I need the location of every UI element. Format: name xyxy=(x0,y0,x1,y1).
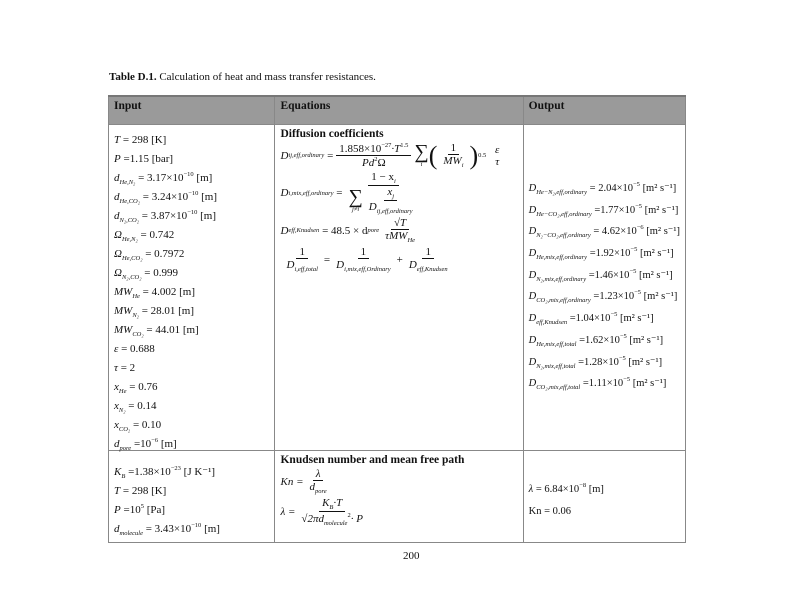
subscript: N₂ xyxy=(132,312,139,319)
exponent: −5 xyxy=(633,181,640,188)
equation-term: τ xyxy=(495,155,500,168)
equation-term: D xyxy=(280,224,289,237)
symbol: d xyxy=(114,210,120,222)
equation-term: i,mix,eff,Ordinary xyxy=(344,266,391,273)
subscript: CO₂,mix,eff,ordinary xyxy=(536,297,591,305)
value-line xyxy=(114,516,269,535)
exponent: −8 xyxy=(579,482,587,489)
unit: [Pa] xyxy=(143,504,166,516)
symbol: D xyxy=(528,248,537,260)
symbol: D xyxy=(528,269,537,281)
unit: [m] xyxy=(197,210,216,222)
equation-term: i,eff,total xyxy=(294,266,318,273)
subscript: N₂−CO₂,eff,ordinary xyxy=(536,232,591,240)
exponent: −5 xyxy=(623,376,631,384)
equation-term: eff,Knudsen xyxy=(416,266,448,273)
subscript: He,N₂ xyxy=(121,236,138,243)
equation-term: 1 xyxy=(448,142,460,155)
value-line xyxy=(114,203,269,222)
unit: [m] xyxy=(193,172,213,184)
exponent: −6 xyxy=(151,437,159,444)
subscript: eff,Knudsen xyxy=(536,319,568,327)
value-line xyxy=(114,374,269,393)
value-line xyxy=(114,497,269,516)
subscript: molecule xyxy=(119,530,143,537)
value-line xyxy=(529,261,680,283)
equation-term: √T xyxy=(391,217,409,230)
equation-term: Pd xyxy=(362,157,375,169)
subscript: He,mix,eff,ordinary xyxy=(536,254,588,262)
table-row-diffusion xyxy=(109,125,686,451)
symbol: MW xyxy=(114,324,133,336)
equation-term: 1 xyxy=(296,246,308,259)
equation-term: + xyxy=(396,253,403,266)
value: =1.92×10 xyxy=(589,248,631,260)
symbol: MW xyxy=(114,286,133,298)
equation-term: molecule xyxy=(323,520,348,527)
equation-term: 1.858×10 xyxy=(339,143,382,155)
output-cell xyxy=(523,125,685,451)
value-line xyxy=(529,217,680,239)
exponent: −10 xyxy=(183,171,194,178)
subscript: N₂,mix,eff,total xyxy=(536,362,576,370)
section-title: Knudsen number and mean free path xyxy=(280,454,465,466)
equation-dij: D ij,eff,ordinary = $\frac{1.858\times 10^{-27}\cdot T^{1.5}}{Pd^2\Omega}$ ∑ i ( $\frac{1}{MW_i}$ ) 0.5 ε τ xyxy=(280,142,517,169)
symbol: Ω xyxy=(114,267,122,279)
equation-term: 1.5 xyxy=(400,142,409,149)
header-input: Input xyxy=(109,96,275,125)
value-line xyxy=(114,355,269,374)
symbol: D xyxy=(528,291,537,303)
value: =1.04×10 xyxy=(569,313,611,325)
equation-term: ∑ xyxy=(414,141,429,163)
value: = 298 [K] xyxy=(122,134,167,146)
equation-term: ·T xyxy=(391,143,401,155)
value: = 3.24×10 xyxy=(142,191,189,203)
value-line xyxy=(114,260,269,279)
value: =1.28×10 xyxy=(578,356,619,368)
equations-cell xyxy=(275,451,523,543)
section-title: Diffusion coefficients xyxy=(280,128,384,140)
symbol: d xyxy=(114,438,120,450)
subscript: He,mix,eff,total xyxy=(536,340,577,348)
symbol: D xyxy=(528,334,537,346)
value-line xyxy=(114,317,269,336)
equation-term: ·T xyxy=(333,497,343,509)
exponent: −5 xyxy=(630,246,638,254)
value: = 0.10 xyxy=(132,419,162,431)
equation-term: ∑ xyxy=(348,186,363,208)
equation-term: 0.5 xyxy=(478,152,487,159)
equation-term: j≠i xyxy=(352,206,360,213)
equation-term: K xyxy=(322,497,330,509)
equation-term: pore xyxy=(315,488,327,495)
symbol: d xyxy=(114,523,120,535)
equation-term: D xyxy=(408,259,417,271)
header-row xyxy=(109,96,686,125)
equation-term: · P xyxy=(350,513,363,525)
symbol: MW xyxy=(114,305,133,317)
page-number: 200 xyxy=(403,550,420,562)
value-line xyxy=(114,336,269,355)
value-line xyxy=(114,146,269,165)
equation-term: i xyxy=(393,178,396,185)
caption-text: Calculation of heat and mass transfer resistances. xyxy=(156,71,376,83)
symbol: λ xyxy=(528,484,534,495)
value: =1.46×10 xyxy=(588,269,630,281)
value-line xyxy=(114,241,269,260)
resistance-table xyxy=(108,95,686,543)
value-line xyxy=(114,459,269,478)
value: = 6.84×10 xyxy=(535,484,580,495)
header-equations: Equations xyxy=(275,96,523,125)
symbol: D xyxy=(528,356,537,368)
value: =10 xyxy=(133,438,152,450)
exponent: −5 xyxy=(629,267,637,275)
unit: [m² s⁻¹] xyxy=(637,248,674,260)
subscript: He,N₂ xyxy=(119,179,136,186)
symbol: Ω xyxy=(114,229,122,241)
subscript: pore xyxy=(119,445,132,452)
symbol: D xyxy=(528,378,537,390)
value: = 0.7972 xyxy=(145,248,185,260)
value-line xyxy=(529,239,680,261)
value: =10 xyxy=(123,504,141,516)
equation-term: D xyxy=(336,259,345,271)
exponent: −6 xyxy=(636,224,644,232)
value: = 28.01 [m] xyxy=(141,305,195,317)
symbol: P xyxy=(114,153,121,165)
symbol: D xyxy=(528,226,537,238)
value: = 298 [K] xyxy=(122,485,167,497)
value: =1.62×10 xyxy=(579,334,620,346)
value: =1.38×10 xyxy=(128,466,171,478)
exponent: −5 xyxy=(619,332,627,340)
equation-lambda xyxy=(280,497,517,527)
value-line xyxy=(114,298,269,317)
value: = 3.43×10 xyxy=(145,523,192,535)
equation-term: MW xyxy=(443,155,462,167)
equation-term: √2πd xyxy=(301,513,324,525)
unit: [m] xyxy=(586,484,604,495)
value: = 0.76 xyxy=(129,381,158,393)
subscript: N₂,CO₂ xyxy=(121,274,142,281)
input-cell xyxy=(109,451,275,543)
equation-term: 2 xyxy=(347,512,351,519)
unit: [m² s⁻¹] xyxy=(639,183,677,194)
equation-dknudsen xyxy=(280,217,517,244)
symbol: τ xyxy=(114,362,118,374)
unit: [m² s⁻¹] xyxy=(617,313,654,325)
unit: [m² s⁻¹] xyxy=(636,269,673,281)
table-row-knudsen xyxy=(109,451,686,543)
symbol: d xyxy=(114,172,120,184)
equation-term: ε xyxy=(495,143,500,156)
exponent: −5 xyxy=(634,289,642,297)
value: = 2.04×10 xyxy=(589,183,634,194)
subscript: He xyxy=(132,293,140,300)
equation-term: B xyxy=(329,504,334,511)
equation-term: 1 xyxy=(422,246,434,259)
symbol: D xyxy=(528,313,537,325)
equation-term: 1 xyxy=(358,246,370,259)
value-line xyxy=(114,279,269,298)
value-line xyxy=(529,369,680,391)
equation-term: d xyxy=(309,481,315,493)
value: =1.15 [bar] xyxy=(123,153,174,165)
exponent: −23 xyxy=(170,465,181,472)
unit: [m² s⁻¹] xyxy=(626,334,664,346)
value-line xyxy=(114,222,269,241)
value-line xyxy=(114,478,269,497)
unit: [m² s⁻¹] xyxy=(630,378,667,390)
caption-label: Table D.1. xyxy=(109,71,157,83)
symbol: x xyxy=(114,400,119,412)
value-line xyxy=(529,475,680,497)
value: = 3.17×10 xyxy=(138,172,184,184)
output-cell xyxy=(523,451,685,543)
unit: [m² s⁻¹] xyxy=(643,226,680,238)
equation-term: x xyxy=(387,186,393,198)
unit: [m² s⁻¹] xyxy=(642,204,679,216)
symbol: T xyxy=(114,485,121,497)
symbol: Ω xyxy=(114,248,122,260)
value: = 0.688 xyxy=(121,343,155,355)
equation-term: 1 − x xyxy=(371,171,394,183)
table-caption xyxy=(109,71,376,83)
unit: [m² s⁻¹] xyxy=(625,356,663,368)
equation-term: = 48.5 × d xyxy=(322,224,368,237)
subscript: CO₂ xyxy=(118,426,131,433)
subscript: He xyxy=(118,388,127,395)
subscript: N₂ xyxy=(118,407,126,414)
unit: [m] xyxy=(198,191,217,203)
exponent: −10 xyxy=(191,522,202,529)
value: = 2 xyxy=(120,362,136,374)
symbol: x xyxy=(114,419,119,431)
value-line xyxy=(114,393,269,412)
equation-term: ij,eff,ordinary xyxy=(376,208,413,215)
equation-term: He xyxy=(407,237,416,244)
equation-term: 2 xyxy=(374,156,378,163)
equation-term: ij,eff,ordinary xyxy=(288,152,325,159)
header-output: Output xyxy=(523,96,685,125)
equation-term: i xyxy=(420,161,423,168)
equation-term: D xyxy=(280,187,289,199)
equation-term: D xyxy=(286,259,295,271)
equation-term: D xyxy=(368,201,377,213)
equation-kn xyxy=(280,468,517,495)
equation-term: λ = xyxy=(280,506,296,518)
value: = 4.002 [m] xyxy=(142,286,196,298)
symbol: D xyxy=(528,204,537,216)
symbol: P xyxy=(114,504,121,516)
value: =1.11×10 xyxy=(582,378,624,390)
symbol: x xyxy=(114,381,119,393)
exponent: −5 xyxy=(610,311,618,319)
value: =1.77×10 xyxy=(594,204,636,216)
value-line xyxy=(529,348,680,370)
value: Kn = 0.06 xyxy=(528,505,572,517)
subscript: He,CO₂ xyxy=(121,255,143,262)
exponent: −5 xyxy=(635,202,642,210)
subscript: B xyxy=(121,473,126,480)
symbol: T xyxy=(114,134,121,146)
subscript: He−N₂,eff,ordinary xyxy=(536,189,588,196)
exponent: −10 xyxy=(187,209,198,216)
subscript: CO₂,mix,eff,total xyxy=(536,384,581,392)
equation-dtotal: $\frac{1}{D_{i,eff,total}}$ = $\frac{1}{D_{i,mix,eff,Ordinary}}$ + $\frac{1}{D_{eff,Knudsen}}$ xyxy=(286,246,448,273)
equation-term: j xyxy=(392,193,395,200)
equation-term: i xyxy=(461,162,464,169)
value: = 0.999 xyxy=(144,267,178,279)
subscript: He,CO₂ xyxy=(119,198,140,205)
input-cell xyxy=(109,125,275,451)
unit: [J K⁻¹] xyxy=(180,466,216,478)
unit: [m] xyxy=(201,523,220,535)
equation-term: Ω xyxy=(377,157,386,169)
equation-term: λ xyxy=(313,468,324,481)
value-line xyxy=(529,326,680,348)
value-line xyxy=(114,127,269,146)
equation-term: pore xyxy=(367,227,380,234)
symbol: K xyxy=(114,466,122,478)
value-line xyxy=(114,412,269,431)
equation-term: i,mix,eff,ordinary xyxy=(288,189,334,197)
value-line xyxy=(114,431,269,450)
value-line xyxy=(529,196,680,218)
value: = 0.14 xyxy=(128,400,157,412)
equation-term: Kn = xyxy=(280,475,304,488)
value: = 3.87×10 xyxy=(141,210,188,222)
value: = 4.62×10 xyxy=(593,226,637,238)
symbol: d xyxy=(114,191,120,203)
unit: [m² s⁻¹] xyxy=(641,291,678,303)
equation-term: D xyxy=(280,149,289,162)
equations-cell xyxy=(275,125,523,451)
value: = 44.01 [m] xyxy=(146,324,199,336)
equation-dmix: D i,mix,eff,ordinary = $1 - x_i$ ∑ j≠i $\frac{x_j}{D_{ij,eff,ordinary}}$ xyxy=(280,171,413,215)
exponent: 5 xyxy=(140,503,144,510)
value-line xyxy=(529,304,680,326)
equation-term: τMW xyxy=(385,230,408,242)
equation-term: −27 xyxy=(381,142,392,149)
subscript: CO₂ xyxy=(132,331,144,338)
value: =1.23×10 xyxy=(593,291,635,303)
value-line xyxy=(114,165,269,184)
value-line xyxy=(529,174,680,196)
value: = 0.742 xyxy=(140,229,175,241)
subscript: He−CO₂,eff,ordinary xyxy=(536,210,592,218)
exponent: −5 xyxy=(618,354,626,362)
subscript: N₂,mix,eff,ordinary xyxy=(536,275,587,283)
exponent: −10 xyxy=(188,190,199,197)
symbol: D xyxy=(528,183,537,194)
symbol: ε xyxy=(114,343,119,355)
equation-term: eff,Knudsen xyxy=(288,227,320,234)
value-line xyxy=(529,282,680,304)
value-line xyxy=(529,497,680,519)
value-line xyxy=(114,184,269,203)
unit: [m] xyxy=(158,438,177,450)
subscript: N₂,CO₂ xyxy=(119,217,140,224)
